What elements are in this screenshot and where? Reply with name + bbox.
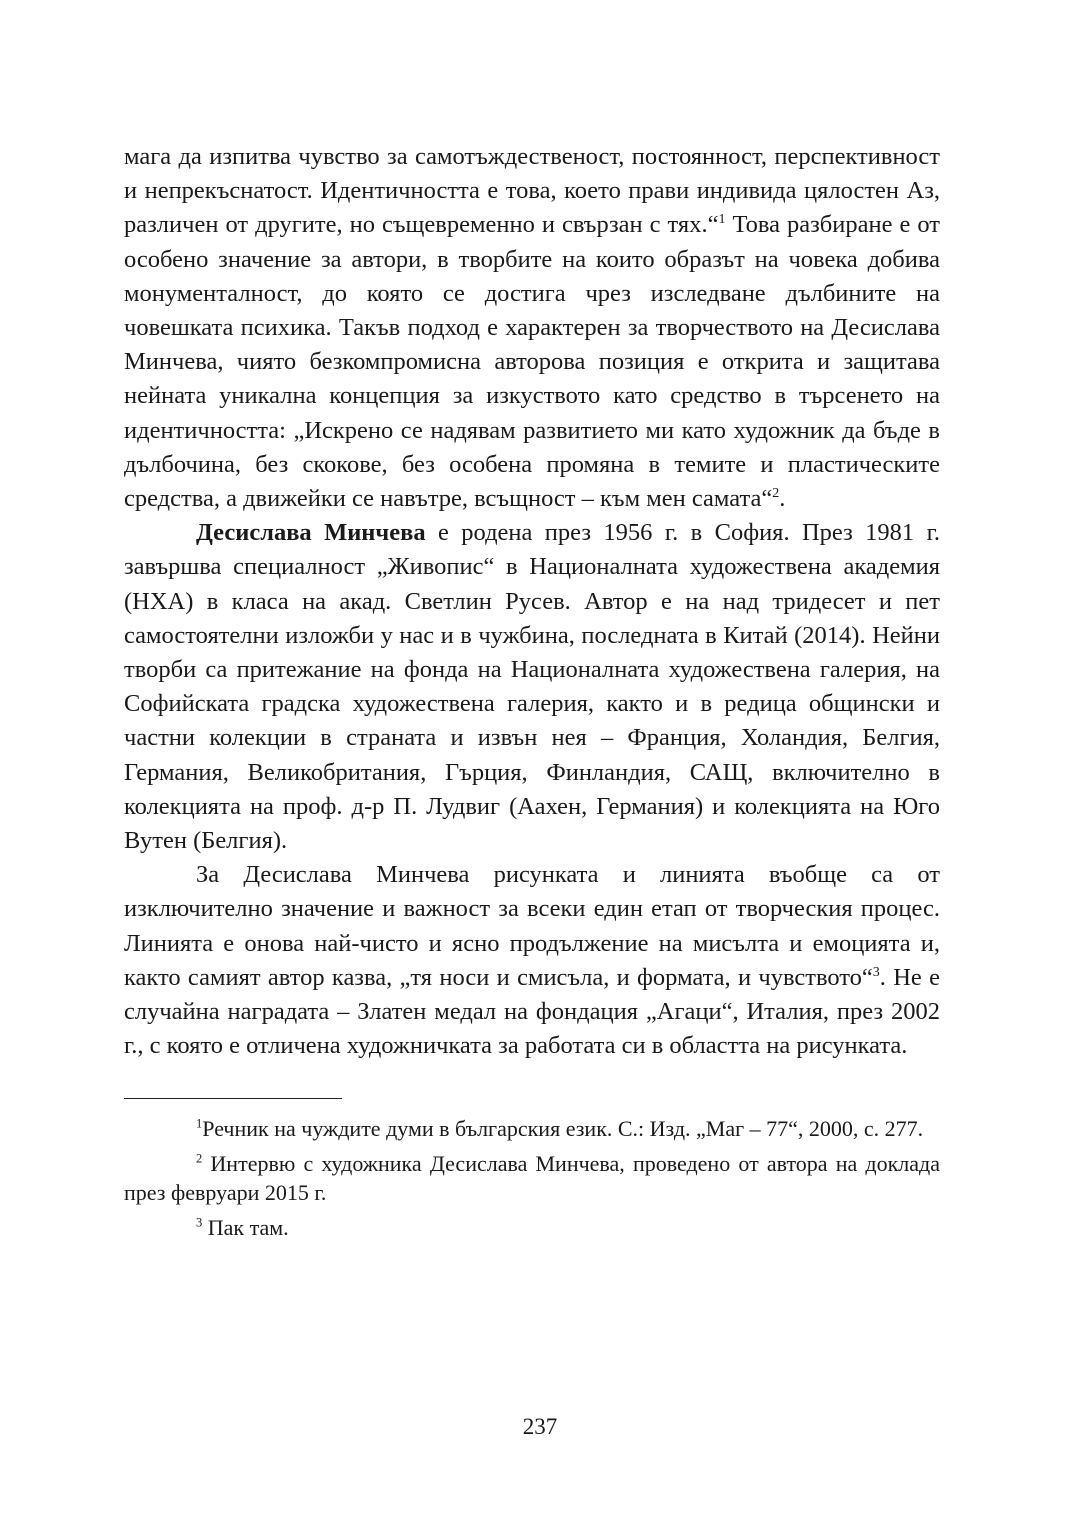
footnote-divider [124,1098,342,1099]
footnote-3 [124,1213,940,1242]
artist-name: Десислава Минчева [196,519,426,547]
footnote-number: 2 [196,1152,203,1167]
body-paragraph-1 [124,140,940,516]
page-content [124,140,940,1248]
footnotes [124,1114,940,1242]
paragraph-text: е родена през 1956 г. в София. През 1981 г. завършва специалност „Живопис“ в Националната художествена академия (НХА) в класа на акад. Светлин Русев. Автор е на над тридесет и пет самостоятелни изложби у нас и в чужбина, последната в Китай (2014). Нейни творби са притежание на фонда на Националната художествена галерия, на Софийската градска художествена галерия, както и в редица общински и частни колекции в страната и извън нея – Франция, Холандия, Белгия, Германия, Великобритания, Гърция, Финландия, САЩ, включително в колекцията на проф. д-р П. Лудвиг (Аахен, Германия) и колекцията на Юго Вутен (Белгия). [124,519,940,855]
body-paragraph-3 [124,858,940,1063]
paragraph-text: . Не е случайна наградата – Златен медал на фондация „Агаци“, Италия, през 2002 г., с която е отличена художничката за работата си в областта на рисунката. [124,963,940,1060]
paragraph-text: Това разбиране е от особено значение за автори, в творбите на които образът на човека добива монументалност, до която се достига чрез изследване дълбините на човешката психика. Такъв подход е характерен за творчеството на Десислава Минчева, чиято безкомпромисна авторова позиция е открита и защитава нейната уникална концепция за изкуството като средство в търсенето на идентичността: „Искрено се надявам развитието ми като художник да бъде в дълбочина, без скокове, без особена промяна в темите и пластическите средства, а движейки се навътре, всъщност – към мен самата“ [124,211,940,513]
footnote-number: 3 [196,1216,203,1231]
footnote-ref-3[interactable]: 3 [872,964,880,980]
footnote-1 [124,1114,940,1143]
paragraph-text: мага да изпитва чувство за самотъждественост, постоянност, перспективност и непрекъснатост. Идентичността е това, което прави индивида цялостен Аз, различен от другите, но същевременно и свързан с тях.“ [124,143,940,239]
footnote-ref-1[interactable]: 1 [718,212,726,228]
body-paragraph-2 [124,516,940,858]
footnote-ref-2[interactable]: 2 [772,485,780,501]
paragraph-text: . [779,485,786,513]
footnote-2 [124,1149,940,1207]
footnote-text: Пак там. [207,1215,289,1241]
footnote-number: 1 [196,1117,203,1132]
paragraph-text: За Десислава Минчева рисунката и линията въобще са от изключително значение и важност за всеки един етап от творческия процес. Линията е онова най-чисто и ясно продължение на мисълта и емоцията и, както самият автор казва, „тя носи и смисъла, и формата, и чувството“ [124,861,940,991]
footnote-text: Речник на чуждите думи в българския език. С.: Изд. „Маг – 77“, 2000, с. 277. [202,1116,924,1142]
page-number: 237 [522,1414,558,1439]
footnote-text: Интервю с художника Десислава Минчева, проведено от автора на доклада през февруари 2015 г. [124,1151,941,1206]
